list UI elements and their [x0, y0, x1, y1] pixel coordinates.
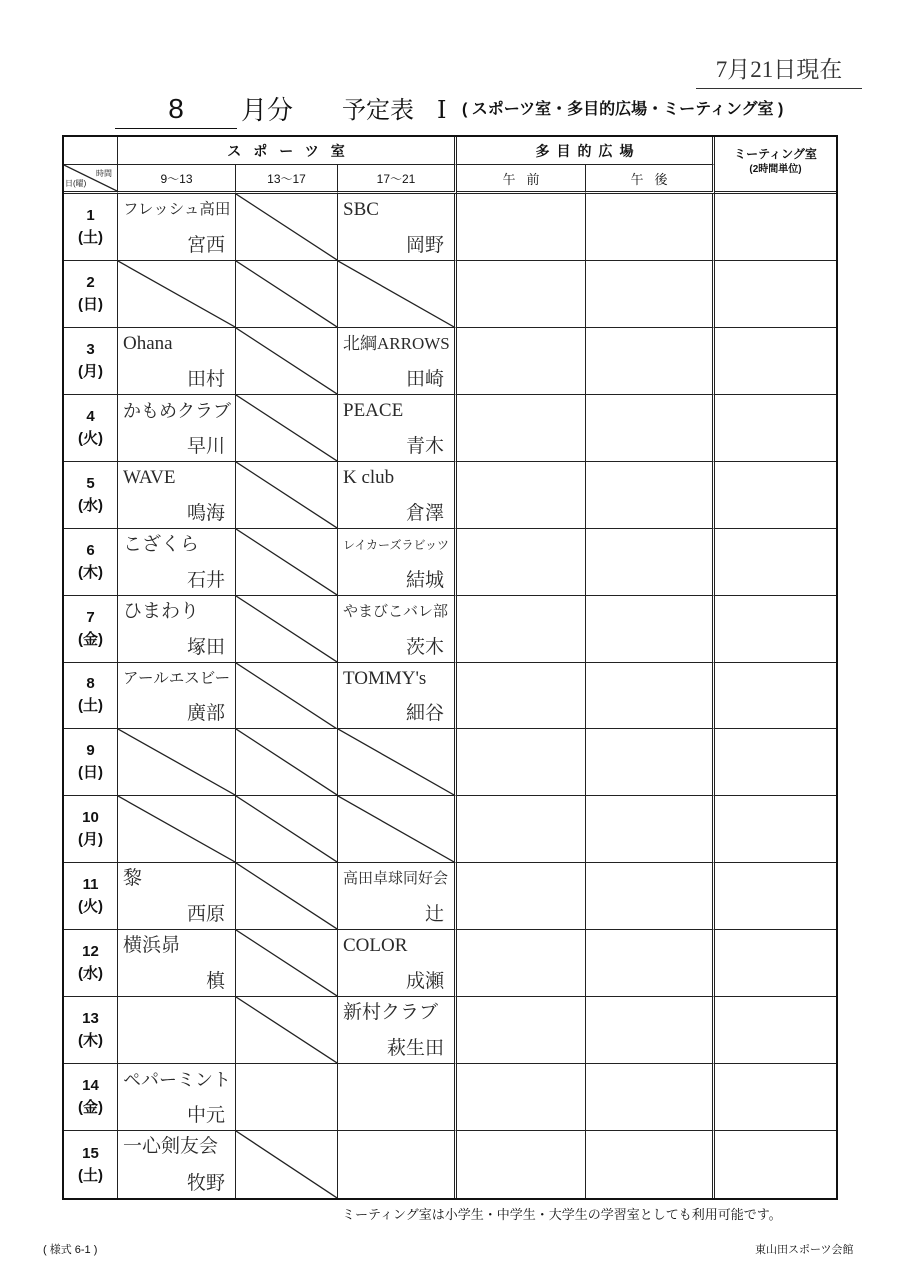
day-number: 6	[86, 541, 95, 559]
booking-contact: 石井	[186, 569, 225, 591]
day-number: 1	[86, 206, 95, 224]
day-number: 10	[82, 809, 99, 827]
closed-slash-mark	[338, 261, 454, 327]
plaza-morning-cell	[457, 796, 586, 863]
booking-contact: 茨木	[405, 636, 444, 658]
meeting-room-cell	[715, 194, 836, 261]
day-label-cell	[64, 194, 118, 261]
day-label-cell	[64, 395, 118, 462]
plaza-afternoon-cell	[586, 663, 715, 730]
title-facilities: ( スポーツ室・多目的広場・ミーティング室 )	[462, 101, 784, 118]
sports-slot-17-21	[338, 596, 457, 663]
plaza-afternoon-cell	[586, 529, 715, 596]
booking-contact: 宮西	[186, 234, 225, 256]
sports-slot-17-21-closed	[338, 796, 457, 863]
header-plaza-afternoon: 午後	[586, 165, 715, 194]
booking-group: やまびこバレ部	[343, 603, 449, 620]
meeting-room-cell	[715, 1064, 836, 1131]
plaza-morning-cell	[457, 930, 586, 997]
closed-slash-mark	[118, 729, 235, 795]
sports-slot-17-21	[338, 930, 457, 997]
title-roman-numeral: Ⅰ	[437, 98, 447, 124]
closed-slash-mark	[118, 261, 235, 327]
sports-slot-17-21-closed	[338, 261, 457, 328]
sports-slot-13-17-closed	[236, 462, 338, 529]
sports-slot-17-21	[338, 328, 457, 395]
meeting-room-cell	[715, 529, 836, 596]
header-sports-room: スポーツ室	[118, 137, 457, 165]
booking-contact: 槙	[205, 971, 225, 993]
facility-name: 東山田スポーツ会館	[755, 1244, 854, 1256]
plaza-morning-cell	[457, 529, 586, 596]
day-number: 14	[82, 1077, 99, 1095]
sports-slot-13-17-closed	[236, 1131, 338, 1198]
meeting-room-cell	[715, 1131, 836, 1198]
booking-group: ひまわり	[123, 600, 200, 622]
day-label-cell	[64, 1064, 118, 1131]
day-number: 3	[86, 340, 95, 358]
meeting-room-cell	[715, 930, 836, 997]
plaza-afternoon-cell	[586, 328, 715, 395]
sports-slot-9-13	[118, 863, 236, 930]
booking-group: 北綱ARROWS	[343, 333, 450, 353]
sports-slot-13-17-closed	[236, 663, 338, 730]
corner-day-label: 日(曜)	[65, 179, 87, 188]
corner-day-time-cell	[64, 165, 118, 194]
closed-slash-mark	[236, 663, 337, 729]
closed-slash-mark	[236, 997, 337, 1063]
plaza-afternoon-cell	[586, 796, 715, 863]
booking-group: レイカーズラビッツ	[343, 537, 449, 552]
day-label-cell	[64, 1131, 118, 1198]
sports-slot-9-13	[118, 529, 236, 596]
sports-slot-9-13	[118, 1064, 236, 1131]
header-slot-13-17: 13～17	[236, 165, 338, 194]
day-weekday: (月)	[78, 362, 103, 380]
sports-slot-17-21	[338, 1131, 457, 1198]
meeting-room-cell	[715, 462, 836, 529]
booking-group: ペパーミント	[123, 1070, 231, 1091]
day-label-cell	[64, 930, 118, 997]
plaza-afternoon-cell	[586, 1131, 715, 1198]
plaza-morning-cell	[457, 863, 586, 930]
day-weekday: (水)	[78, 965, 103, 983]
closed-slash-mark	[236, 1131, 337, 1198]
booking-contact: 牧野	[186, 1173, 225, 1194]
booking-contact: 西原	[186, 904, 225, 926]
day-weekday: (木)	[78, 1032, 103, 1050]
day-number: 4	[86, 407, 95, 425]
meeting-room-cell	[715, 663, 836, 730]
title-month-suffix: 月分	[241, 95, 294, 125]
plaza-afternoon-cell	[586, 395, 715, 462]
header-plaza-morning: 午前	[457, 165, 586, 194]
plaza-morning-cell	[457, 261, 586, 328]
day-number: 5	[86, 474, 95, 492]
day-number: 2	[86, 273, 95, 291]
booking-group: フレッシュ高田	[123, 201, 231, 218]
booking-contact: 早川	[186, 435, 225, 457]
corner-time-label: 時間	[96, 169, 112, 178]
meeting-room-cell	[715, 328, 836, 395]
day-number: 13	[82, 1010, 99, 1028]
sports-slot-13-17-closed	[236, 261, 338, 328]
plaza-morning-cell	[457, 1064, 586, 1131]
closed-slash-mark	[236, 194, 337, 260]
day-weekday: (金)	[78, 1099, 103, 1117]
closed-slash-mark	[236, 462, 337, 528]
schedule-table	[62, 135, 838, 1200]
plaza-morning-cell	[457, 596, 586, 663]
meeting-room-cell	[715, 261, 836, 328]
plaza-morning-cell	[457, 1131, 586, 1198]
sports-slot-13-17-closed	[236, 328, 338, 395]
sports-slot-13-17-closed	[236, 529, 338, 596]
day-label-cell	[64, 863, 118, 930]
day-weekday: (月)	[78, 831, 103, 849]
sports-slot-13-17-closed	[236, 395, 338, 462]
day-label-cell	[64, 997, 118, 1064]
as-of-date: 7月21日現在	[696, 52, 862, 89]
day-number: 7	[86, 608, 95, 626]
booking-group: 新村クラブ	[343, 1002, 439, 1024]
closed-slash-mark	[236, 529, 337, 595]
day-weekday: (土)	[78, 228, 103, 246]
booking-group: SBC	[343, 199, 379, 220]
booking-group: かもめクラブ	[123, 400, 231, 421]
closed-slash-mark	[118, 796, 235, 862]
sports-slot-13-17	[236, 1064, 338, 1131]
sports-slot-17-21	[338, 663, 457, 730]
sports-slot-13-17-closed	[236, 863, 338, 930]
plaza-afternoon-cell	[586, 863, 715, 930]
plaza-afternoon-cell	[586, 930, 715, 997]
day-label-cell	[64, 663, 118, 730]
sports-slot-13-17-closed	[236, 796, 338, 863]
day-number: 12	[82, 943, 99, 961]
closed-slash-mark	[338, 796, 454, 862]
booking-contact: 倉澤	[405, 502, 444, 524]
plaza-morning-cell	[457, 462, 586, 529]
meeting-room-cell	[715, 395, 836, 462]
plaza-morning-cell	[457, 663, 586, 730]
day-weekday: (木)	[78, 563, 103, 581]
sports-slot-17-21	[338, 395, 457, 462]
day-label-cell	[64, 462, 118, 529]
form-number: ( 様式 6-1 )	[43, 1244, 98, 1256]
booking-contact: 成瀬	[405, 971, 444, 993]
meeting-room-cell	[715, 596, 836, 663]
booking-contact: 廣部	[186, 703, 225, 725]
sports-slot-17-21	[338, 194, 457, 261]
header-slot-17-21: 17～21	[338, 165, 457, 194]
header-meeting-room	[715, 137, 836, 194]
booking-contact: 鳴海	[186, 502, 225, 524]
header-plaza: 多目的広場	[457, 137, 715, 165]
sports-slot-13-17-closed	[236, 997, 338, 1064]
day-number: 8	[86, 675, 95, 693]
plaza-afternoon-cell	[586, 997, 715, 1064]
booking-contact: 結城	[405, 569, 444, 591]
day-weekday: (水)	[78, 496, 103, 514]
day-weekday: (日)	[78, 295, 103, 313]
meeting-room-label: ミーティング室	[734, 147, 817, 161]
booking-group: Ohana	[123, 332, 173, 354]
plaza-afternoon-cell	[586, 462, 715, 529]
day-label-cell	[64, 729, 118, 796]
booking-contact: 岡野	[405, 234, 444, 256]
booking-group: 黎	[123, 868, 143, 890]
day-weekday: (火)	[78, 429, 103, 447]
booking-group: WAVE	[123, 466, 176, 488]
plaza-afternoon-cell	[586, 194, 715, 261]
sports-slot-13-17-closed	[236, 930, 338, 997]
closed-slash-mark	[236, 863, 337, 929]
day-label-cell	[64, 529, 118, 596]
day-weekday: (日)	[78, 764, 103, 782]
closed-slash-mark	[236, 930, 337, 996]
meeting-room-cell	[715, 997, 836, 1064]
day-label-cell	[64, 796, 118, 863]
day-weekday: (火)	[78, 898, 103, 916]
sports-slot-17-21	[338, 997, 457, 1064]
title-month: 8	[115, 90, 237, 129]
day-label-cell	[64, 596, 118, 663]
booking-contact: 塚田	[186, 636, 225, 658]
sports-slot-13-17-closed	[236, 194, 338, 261]
title-schedule: 予定表	[342, 97, 414, 124]
booking-group: K club	[343, 466, 395, 488]
plaza-afternoon-cell	[586, 596, 715, 663]
booking-contact: 田村	[186, 368, 225, 390]
sports-slot-9-13	[118, 395, 236, 462]
day-weekday: (金)	[78, 630, 103, 648]
booking-group: COLOR	[343, 935, 408, 957]
sports-slot-9-13	[118, 1131, 236, 1198]
footer-note: ミーティング室は小学生・中学生・大学生の学習室としても利用可能です。	[342, 1207, 782, 1222]
sports-slot-9-13	[118, 930, 236, 997]
day-weekday: (土)	[78, 1166, 103, 1184]
plaza-afternoon-cell	[586, 261, 715, 328]
day-number: 15	[82, 1144, 99, 1162]
closed-slash-mark	[236, 328, 337, 394]
plaza-morning-cell	[457, 194, 586, 261]
sports-slot-9-13-closed	[118, 729, 236, 796]
day-number: 9	[86, 742, 95, 760]
sports-slot-9-13	[118, 596, 236, 663]
closed-slash-mark	[338, 729, 454, 795]
header-slot-9-13: 9～13	[118, 165, 236, 194]
corner-top-cell	[64, 137, 118, 165]
meeting-room-cell	[715, 796, 836, 863]
sports-slot-9-13	[118, 462, 236, 529]
plaza-morning-cell	[457, 997, 586, 1064]
sports-slot-9-13	[118, 663, 236, 730]
sports-slot-17-21	[338, 462, 457, 529]
sports-slot-17-21	[338, 863, 457, 930]
booking-group: PEACE	[343, 399, 404, 421]
sports-slot-17-21	[338, 529, 457, 596]
sports-slot-13-17-closed	[236, 729, 338, 796]
booking-group: 横浜昴	[123, 935, 181, 957]
sports-slot-17-21-closed	[338, 729, 457, 796]
sports-slot-17-21	[338, 1064, 457, 1131]
booking-group: アールエスビー	[123, 669, 231, 687]
booking-contact: 中元	[186, 1105, 225, 1127]
sports-slot-13-17-closed	[236, 596, 338, 663]
sports-slot-9-13	[118, 328, 236, 395]
closed-slash-mark	[236, 395, 337, 461]
booking-contact: 青木	[405, 435, 444, 457]
sports-slot-9-13	[118, 194, 236, 261]
booking-group: 一心剣友会	[123, 1136, 219, 1158]
meeting-room-cell	[715, 729, 836, 796]
sports-slot-9-13-closed	[118, 796, 236, 863]
meeting-room-cell	[715, 863, 836, 930]
closed-slash-mark	[236, 596, 337, 662]
plaza-morning-cell	[457, 328, 586, 395]
closed-slash-mark	[236, 729, 337, 795]
booking-contact: 辻	[424, 904, 444, 926]
plaza-afternoon-cell	[586, 1064, 715, 1131]
day-weekday: (土)	[78, 697, 103, 715]
day-number: 11	[82, 876, 99, 894]
meeting-room-unit: (2時間単位)	[749, 164, 802, 175]
day-label-cell	[64, 328, 118, 395]
booking-contact: 田崎	[405, 368, 444, 390]
closed-slash-mark	[236, 261, 337, 327]
booking-group: TOMMY's	[343, 667, 427, 689]
day-label-cell	[64, 261, 118, 328]
sports-slot-9-13	[118, 997, 236, 1064]
plaza-morning-cell	[457, 395, 586, 462]
closed-slash-mark	[236, 796, 337, 862]
booking-group: 高田卓球同好会	[343, 871, 449, 888]
booking-contact: 萩生田	[386, 1038, 444, 1060]
booking-group: こざくら	[123, 533, 200, 555]
booking-contact: 細谷	[405, 703, 444, 725]
plaza-morning-cell	[457, 729, 586, 796]
sports-slot-9-13-closed	[118, 261, 236, 328]
plaza-afternoon-cell	[586, 729, 715, 796]
